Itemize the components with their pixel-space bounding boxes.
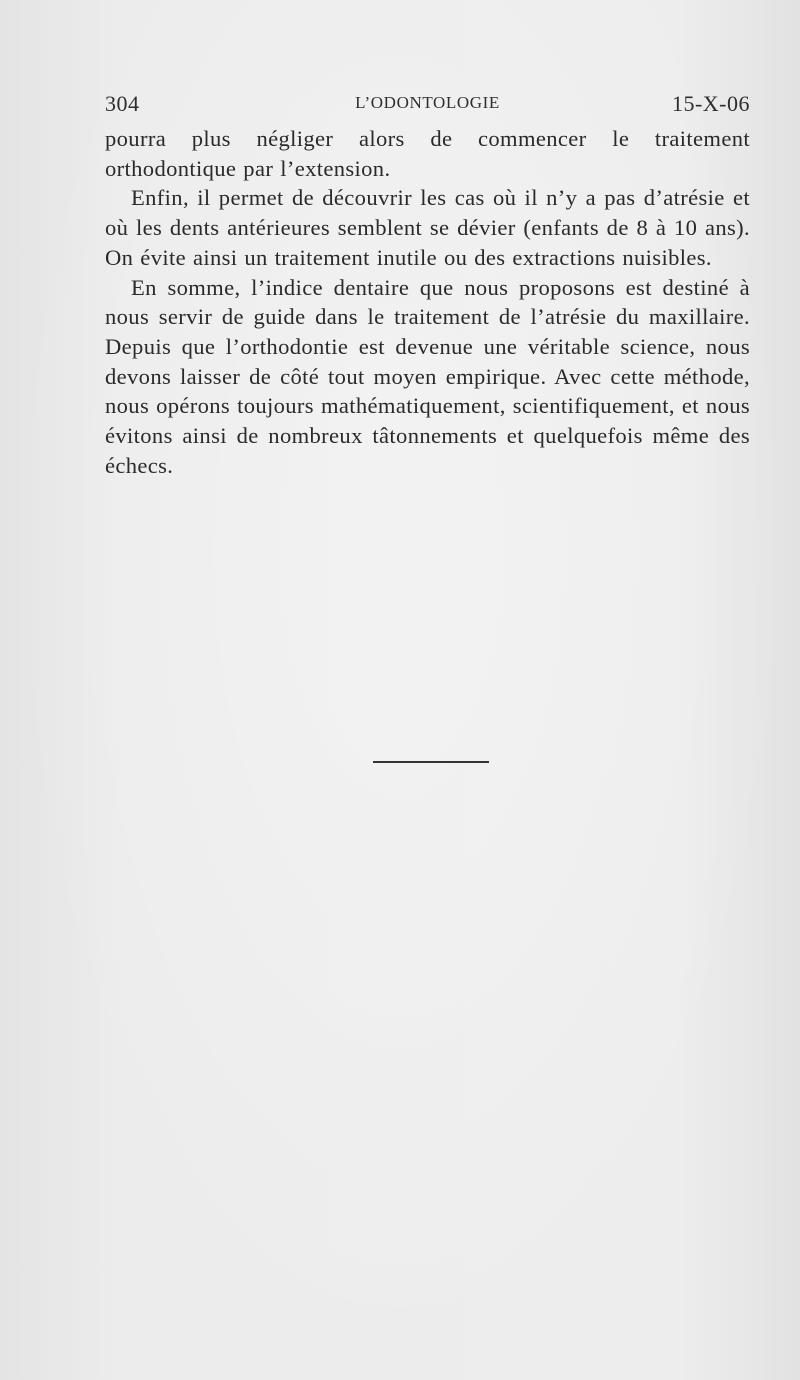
- journal-title: L’ODONTOLOGIE: [355, 93, 500, 112]
- paragraph-continuation: pourra plus négliger alors de commencer le traitement orthodontique par l’extension.: [105, 126, 750, 181]
- page-number: 304: [105, 91, 140, 116]
- paragraph-enfin: Enfin, il permet de découvrir les cas où il n’y a pas d’atrésie et où les dents antérieures semblent se dévier (enfants de 8 à 10 ans). On évite ainsi un traitement inutile ou des extractions nuisibles.: [105, 185, 750, 270]
- issue-date: 15-X-06: [671, 91, 750, 116]
- paragraph-en-somme: En somme, l’indice dentaire que nous proposons est destiné à nous servir de guide dans le traitement de l’atrésie du maxillaire. Depuis que l’orthodontie est devenue une véritable science, nous devons laisser de côté tout moyen empirique. Avec cette méthode, nous opérons toujours mathématiquement, scientifiquement, et nous évitons ainsi de nombreux tâtonnements et quelquefois même des échecs.: [105, 274, 750, 478]
- running-header: [105, 91, 750, 121]
- body-text: [105, 124, 750, 480]
- section-end-rule: [373, 761, 489, 763]
